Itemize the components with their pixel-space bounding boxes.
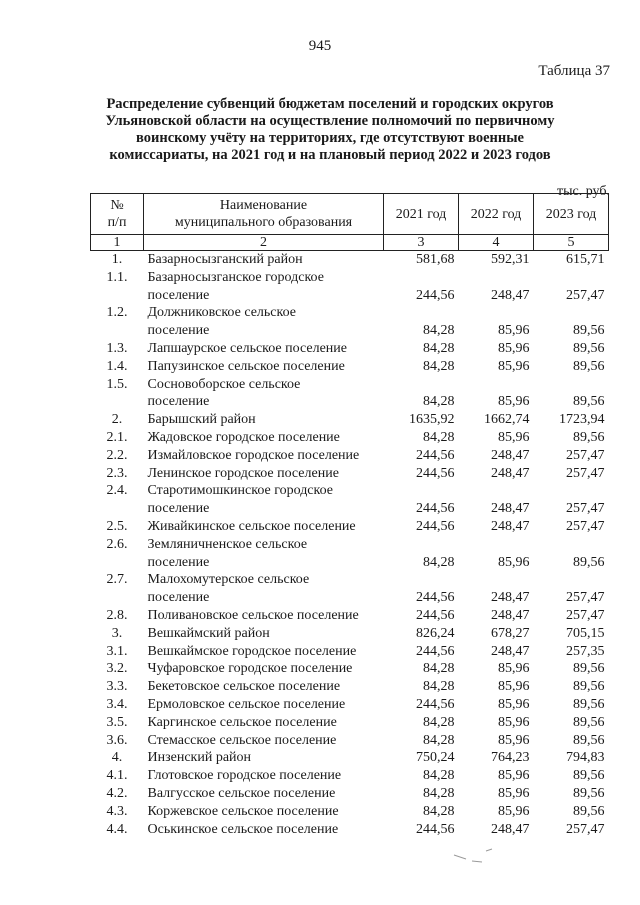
value-2021: 244,56 xyxy=(416,518,455,534)
table-row xyxy=(91,429,609,447)
municipality-name xyxy=(144,251,384,269)
municipality-name xyxy=(144,696,384,714)
value-2021: 84,28 xyxy=(423,340,455,356)
value-2022: 248,47 xyxy=(491,607,530,623)
value-2022: 85,96 xyxy=(498,714,530,730)
row-number: 2.6. xyxy=(106,536,128,552)
value-2023: 705,15 xyxy=(566,625,605,641)
header-year-2023: 2023 год xyxy=(534,194,609,235)
value-2023: 89,56 xyxy=(573,714,605,730)
municipality-name xyxy=(144,767,384,785)
value-2021: 84,28 xyxy=(423,768,455,784)
table-row xyxy=(91,643,609,661)
value-2023: 1723,94 xyxy=(559,412,605,428)
value-2022: 248,47 xyxy=(491,447,530,463)
value-2021: 84,28 xyxy=(423,429,455,445)
municipality-name xyxy=(144,785,384,803)
value-2021: 244,56 xyxy=(416,643,455,659)
row-number: 2. xyxy=(111,412,123,428)
value-2021: 244,56 xyxy=(416,821,455,837)
column-number: 5 xyxy=(534,235,609,251)
municipality-name-line: поселение xyxy=(147,287,210,303)
municipality-name xyxy=(144,376,384,412)
row-number: 1.3. xyxy=(106,340,128,356)
value-2023: 257,47 xyxy=(566,501,605,517)
title-line-2: Ульяновской области на осуществление полномочий по первичному xyxy=(105,113,555,129)
municipality-name-line: Папузинское сельское поселение xyxy=(147,358,345,374)
municipality-name xyxy=(144,518,384,536)
value-2023: 89,56 xyxy=(573,768,605,784)
row-number: 1.2. xyxy=(106,305,128,321)
row-number: 1.1. xyxy=(106,269,128,285)
row-number: 3. xyxy=(111,625,123,641)
municipality-name-line: Коржевское сельское поселение xyxy=(147,803,339,819)
municipality-name xyxy=(144,340,384,358)
value-2023: 257,47 xyxy=(566,287,605,303)
table-row xyxy=(91,340,609,358)
row-number: 4.2. xyxy=(106,785,128,801)
municipality-name-line: Должниковское сельское xyxy=(147,305,296,321)
municipality-name-line: Базарносызганское городское xyxy=(147,269,324,285)
table-row xyxy=(91,376,609,412)
table-row xyxy=(91,571,609,607)
table-row xyxy=(91,482,609,518)
table-row xyxy=(91,696,609,714)
row-number: 3.4. xyxy=(106,696,128,712)
value-2023: 89,56 xyxy=(573,429,605,445)
table-row xyxy=(91,660,609,678)
units-label: тыс. руб. xyxy=(557,184,610,199)
value-2022: 85,96 xyxy=(498,429,530,445)
row-number: 2.8. xyxy=(106,607,128,623)
value-2023: 89,56 xyxy=(573,785,605,801)
municipality-name-line: Вешкаймский район xyxy=(147,625,270,641)
row-number: 4.3. xyxy=(106,803,128,819)
value-2022: 248,47 xyxy=(491,518,530,534)
value-2021: 826,24 xyxy=(416,625,455,641)
municipality-name xyxy=(144,482,384,518)
municipality-name-line: Стемасское сельское поселение xyxy=(147,732,337,748)
value-2023: 89,56 xyxy=(573,394,605,410)
municipality-name-line: Измайловское городское поселение xyxy=(147,447,360,463)
table-header-row xyxy=(91,194,609,235)
value-2022: 85,96 xyxy=(498,679,530,695)
value-2023: 89,56 xyxy=(573,340,605,356)
municipality-name-line: Базарносызганский район xyxy=(147,252,303,267)
value-2022: 85,96 xyxy=(498,323,530,339)
municipality-name-line: Лапшаурское сельское поселение xyxy=(147,340,347,356)
table-row xyxy=(91,767,609,785)
table-row xyxy=(91,607,609,625)
row-number: 1.4. xyxy=(106,358,128,374)
table-label: Таблица 37 xyxy=(538,63,610,79)
value-2023: 89,56 xyxy=(573,732,605,748)
table-row xyxy=(91,518,609,536)
row-number: 2.7. xyxy=(106,572,128,588)
municipality-name xyxy=(144,536,384,572)
municipality-name xyxy=(144,625,384,643)
value-2022: 248,47 xyxy=(491,465,530,481)
header-year-2022: 2022 год xyxy=(459,194,534,235)
value-2022: 85,96 xyxy=(498,554,530,570)
table-row xyxy=(91,678,609,696)
table-row xyxy=(91,785,609,803)
title-line-4: комиссариаты, на 2021 год и на плановый период 2022 и 2023 годов xyxy=(109,147,551,163)
municipality-name-line: поселение xyxy=(147,554,210,570)
row-number: 4.1. xyxy=(106,768,128,784)
row-number: 3.5. xyxy=(106,714,128,730)
value-2023: 257,47 xyxy=(566,465,605,481)
municipality-name-line: Сосновоборское сельское xyxy=(147,376,301,392)
value-2021: 84,28 xyxy=(423,732,455,748)
value-2023: 89,56 xyxy=(573,679,605,695)
value-2022: 85,96 xyxy=(498,340,530,356)
municipality-name xyxy=(144,358,384,376)
value-2023: 257,35 xyxy=(566,643,605,659)
municipality-name-line: Ермоловское сельское поселение xyxy=(147,696,346,712)
table-body xyxy=(91,251,609,839)
municipality-name-line: поселение xyxy=(147,501,210,517)
table-row xyxy=(91,304,609,340)
municipality-name-line: Оськинское сельское поселение xyxy=(147,821,339,837)
value-2022: 248,47 xyxy=(491,287,530,303)
column-number: 4 xyxy=(459,235,534,251)
municipality-name xyxy=(144,821,384,839)
municipality-name-line: Барышский район xyxy=(147,412,256,428)
municipality-name-line: поселение xyxy=(147,323,210,339)
table-row xyxy=(91,447,609,465)
municipality-name-line: Ленинское городское поселение xyxy=(147,465,339,481)
value-2021: 581,68 xyxy=(416,252,455,267)
value-2021: 750,24 xyxy=(416,750,455,766)
value-2021: 84,28 xyxy=(423,785,455,801)
value-2021: 84,28 xyxy=(423,714,455,730)
table-row xyxy=(91,803,609,821)
table-row xyxy=(91,732,609,750)
value-2023: 89,56 xyxy=(573,803,605,819)
municipality-name-line: Старотимошкинское городское xyxy=(147,483,333,499)
value-2023: 257,47 xyxy=(566,447,605,463)
title-line-1: Распределение субвенций бюджетам поселений и городских округов xyxy=(106,96,554,112)
scan-mark xyxy=(452,845,512,865)
page-number: 945 xyxy=(308,38,332,54)
value-2022: 248,47 xyxy=(491,643,530,659)
value-2022: 85,96 xyxy=(498,732,530,748)
municipality-name-line: Земляничненское сельское xyxy=(147,536,308,552)
municipality-name xyxy=(144,269,384,305)
value-2021: 244,56 xyxy=(416,607,455,623)
municipality-name xyxy=(144,660,384,678)
row-number: 3.2. xyxy=(106,661,128,677)
value-2021: 84,28 xyxy=(423,394,455,410)
header-municipality-name: Наименование муниципального образования xyxy=(144,194,384,235)
table-row xyxy=(91,465,609,483)
value-2023: 89,56 xyxy=(573,661,605,677)
column-number: 3 xyxy=(384,235,459,251)
municipality-name-line: Поливановское сельское поселение xyxy=(147,607,359,623)
value-2021: 244,56 xyxy=(416,287,455,303)
table-row xyxy=(91,269,609,305)
value-2021: 84,28 xyxy=(423,323,455,339)
municipality-name-line: Валгусское сельское поселение xyxy=(147,785,336,801)
row-number: 2.5. xyxy=(106,518,128,534)
value-2021: 84,28 xyxy=(423,661,455,677)
row-number: 2.3. xyxy=(106,465,128,481)
municipality-name-line: Бекетовское сельское поселение xyxy=(147,679,341,695)
value-2023: 615,71 xyxy=(566,252,605,267)
row-number: 3.3. xyxy=(106,679,128,695)
header-number: № п/п xyxy=(91,194,144,235)
value-2021: 84,28 xyxy=(423,554,455,570)
municipality-name xyxy=(144,714,384,732)
value-2022: 85,96 xyxy=(498,394,530,410)
value-2023: 794,83 xyxy=(566,750,605,766)
municipality-name xyxy=(144,447,384,465)
municipality-name-line: Глотовское городское поселение xyxy=(147,768,342,784)
municipality-name xyxy=(144,411,384,429)
value-2022: 592,31 xyxy=(491,252,530,267)
row-number: 3.1. xyxy=(106,643,128,659)
value-2021: 1635,92 xyxy=(409,412,455,428)
column-number: 2 xyxy=(144,235,384,251)
value-2023: 257,47 xyxy=(566,590,605,606)
municipality-name-line: Малохомутерское сельское xyxy=(147,572,310,588)
value-2023: 257,47 xyxy=(566,821,605,837)
value-2023: 89,56 xyxy=(573,323,605,339)
municipality-name xyxy=(144,571,384,607)
row-number: 2.2. xyxy=(106,447,128,463)
value-2023: 89,56 xyxy=(573,554,605,570)
value-2021: 244,56 xyxy=(416,465,455,481)
municipality-name-line: поселение xyxy=(147,394,210,410)
value-2021: 84,28 xyxy=(423,358,455,374)
table-row xyxy=(91,536,609,572)
municipality-name xyxy=(144,465,384,483)
document-title xyxy=(100,96,560,164)
table-row xyxy=(91,714,609,732)
row-number: 1.5. xyxy=(106,376,128,392)
value-2023: 89,56 xyxy=(573,358,605,374)
value-2021: 244,56 xyxy=(416,696,455,712)
value-2023: 89,56 xyxy=(573,696,605,712)
value-2023: 257,47 xyxy=(566,607,605,623)
value-2021: 84,28 xyxy=(423,679,455,695)
value-2021: 244,56 xyxy=(416,590,455,606)
value-2022: 85,96 xyxy=(498,696,530,712)
municipality-name xyxy=(144,678,384,696)
row-number: 2.1. xyxy=(106,429,128,445)
value-2021: 244,56 xyxy=(416,501,455,517)
municipality-name xyxy=(144,304,384,340)
table-row xyxy=(91,411,609,429)
table-row xyxy=(91,821,609,839)
row-number: 1. xyxy=(111,252,123,267)
value-2022: 764,23 xyxy=(491,750,530,766)
value-2022: 85,96 xyxy=(498,661,530,677)
municipality-name xyxy=(144,803,384,821)
value-2023: 257,47 xyxy=(566,518,605,534)
municipality-name-line: Вешкаймское городское поселение xyxy=(147,643,357,659)
municipality-name-line: поселение xyxy=(147,590,210,606)
table-row xyxy=(91,251,609,269)
column-numbers-row xyxy=(91,235,609,251)
municipality-name xyxy=(144,749,384,767)
table-row xyxy=(91,625,609,643)
municipality-name-line: Чуфаровское городское поселение xyxy=(147,661,353,677)
column-number: 1 xyxy=(91,235,144,251)
municipality-name xyxy=(144,429,384,447)
value-2021: 84,28 xyxy=(423,803,455,819)
value-2022: 85,96 xyxy=(498,358,530,374)
row-number: 4. xyxy=(111,750,123,766)
municipality-name xyxy=(144,732,384,750)
municipality-name-line: Каргинское сельское поселение xyxy=(147,714,337,730)
title-line-3: воинскому учёту на территориях, где отсутствуют военные xyxy=(136,130,524,146)
value-2022: 1662,74 xyxy=(484,412,530,428)
value-2022: 248,47 xyxy=(491,821,530,837)
value-2022: 85,96 xyxy=(498,785,530,801)
row-number: 4.4. xyxy=(106,821,128,837)
value-2021: 244,56 xyxy=(416,447,455,463)
header-year-2021: 2021 год xyxy=(384,194,459,235)
value-2022: 85,96 xyxy=(498,803,530,819)
subventions-table xyxy=(90,193,609,838)
table-row xyxy=(91,358,609,376)
value-2022: 85,96 xyxy=(498,768,530,784)
value-2022: 248,47 xyxy=(491,501,530,517)
table-row xyxy=(91,749,609,767)
value-2022: 678,27 xyxy=(491,625,530,641)
municipality-name-line: Жадовское городское поселение xyxy=(147,429,340,445)
municipality-name-line: Живайкинское сельское поселение xyxy=(147,518,356,534)
row-number: 3.6. xyxy=(106,732,128,748)
municipality-name-line: Инзенский район xyxy=(147,750,252,766)
municipality-name xyxy=(144,607,384,625)
municipality-name xyxy=(144,643,384,661)
row-number: 2.4. xyxy=(106,483,128,499)
value-2022: 248,47 xyxy=(491,590,530,606)
